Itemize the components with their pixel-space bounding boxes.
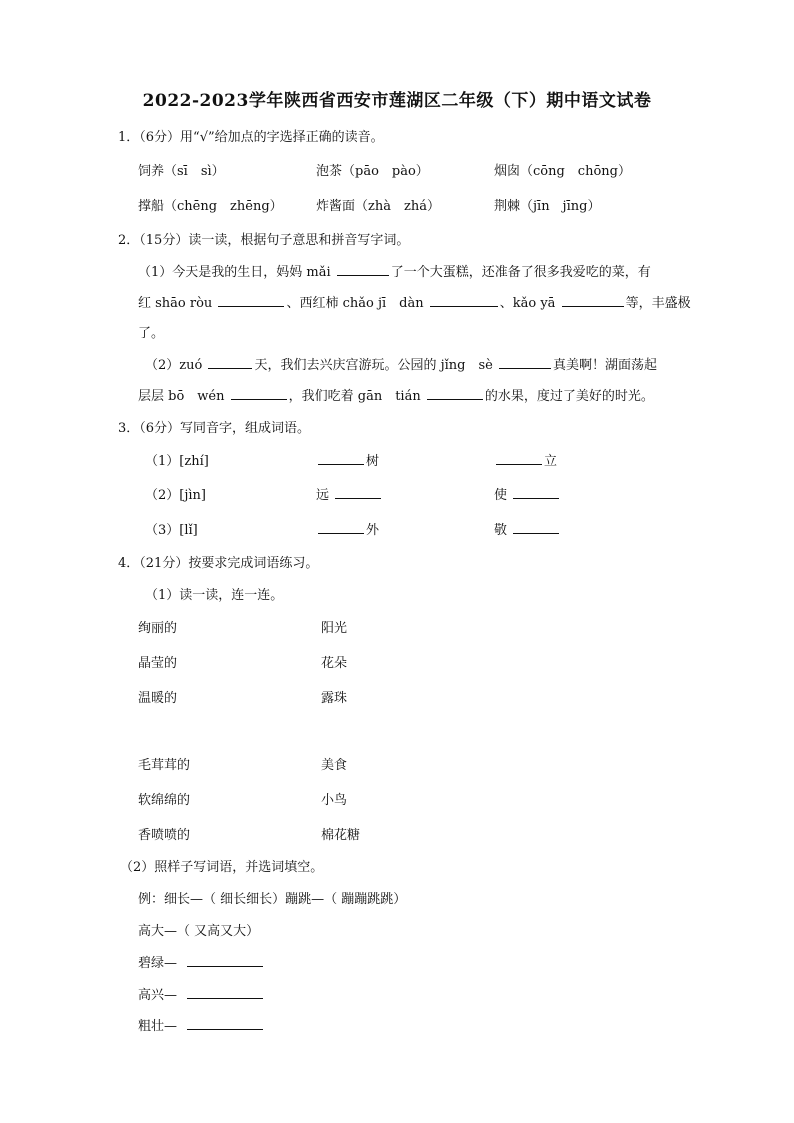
q2-stem: 2．（15分）读一读，根据句子意思和拼音写字词。 xyxy=(118,233,410,248)
q3-word-b xyxy=(494,484,561,503)
q4-given-word: 高大—（ 又高又大） xyxy=(138,924,260,939)
answer-blank[interactable] xyxy=(337,263,389,276)
q2-text: 、西红柿 chǎo jī dàn xyxy=(286,296,424,311)
q4-fill-row xyxy=(138,1015,265,1034)
answer-blank[interactable] xyxy=(496,452,542,465)
q3-word-a xyxy=(316,519,379,538)
q2-text: 的水果，度过了美好的时光。 xyxy=(484,389,654,404)
q2-p1-line2 xyxy=(138,292,691,311)
q1-item: 荆棘（jīn jīng） xyxy=(494,199,601,214)
q2-text: 红 shāo ròu xyxy=(138,296,213,311)
match-left-word: 软绵绵的 xyxy=(138,793,191,808)
answer-blank[interactable] xyxy=(513,486,559,499)
q4-part2: （2）照样子写词语，并选词填空。 xyxy=(120,860,324,875)
q2-text: 等，丰盛极 xyxy=(625,296,691,311)
answer-blank[interactable] xyxy=(318,452,364,465)
match-right-word: 露珠 xyxy=(321,691,348,706)
q1-item: 撑船（chēng zhēng） xyxy=(138,199,283,214)
q4-stem: 4．（21分）按要求完成词语练习。 xyxy=(118,556,319,571)
q1-item: 烟囱（cōng chōng） xyxy=(494,164,631,179)
match-left-word: 温暖的 xyxy=(138,691,178,706)
q4-fill-word: 碧绿— xyxy=(138,956,178,971)
match-right-word: 小鸟 xyxy=(321,793,348,808)
q3-char: 树 xyxy=(366,454,380,469)
answer-blank[interactable] xyxy=(318,521,364,534)
q1-item: 炸酱面（zhà zhá） xyxy=(316,199,440,214)
q1-item: 饲养（sī sì） xyxy=(138,164,225,179)
page-title: 2022-2023学年陕西省西安市莲湖区二年级（下）期中语文试卷 xyxy=(142,91,652,111)
q3-label: （1）[zhí] xyxy=(145,454,209,469)
q3-word-b xyxy=(494,450,557,469)
q1-stem: 1．（6分）用“√”给加点的字选择正确的读音。 xyxy=(118,130,384,145)
answer-blank[interactable] xyxy=(513,521,559,534)
match-right-word: 阳光 xyxy=(321,621,348,636)
match-left-word: 绚丽的 xyxy=(138,621,178,636)
answer-blank[interactable] xyxy=(187,986,263,999)
match-right-word: 美食 xyxy=(321,758,348,773)
match-right-word: 花朵 xyxy=(321,656,348,671)
q2-text: 真美啊！湖面荡起 xyxy=(553,358,658,373)
answer-blank[interactable] xyxy=(430,294,498,307)
q2-text: （2）zuó xyxy=(145,358,203,373)
q4-fill-row xyxy=(138,952,265,971)
q3-label: （2）[jìn] xyxy=(145,488,206,503)
answer-blank[interactable] xyxy=(208,356,252,369)
q2-text: 层层 bō wén xyxy=(138,389,225,404)
q4-fill-word: 高兴— xyxy=(138,988,178,1003)
q2-p2-line2 xyxy=(138,385,654,404)
answer-blank[interactable] xyxy=(187,954,263,967)
q3-word-a xyxy=(316,450,379,469)
match-left-word: 香喷喷的 xyxy=(138,828,191,843)
q3-char: 使 xyxy=(494,488,508,503)
q4-example: 例：细长—（ 细长细长）蹦跳—（ 蹦蹦跳跳） xyxy=(138,892,407,907)
answer-blank[interactable] xyxy=(231,387,287,400)
q2-text: （1）今天是我的生日，妈妈 mǎi xyxy=(138,265,331,280)
q3-char: 立 xyxy=(544,454,558,469)
q3-stem: 3．（6分）写同音字，组成词语。 xyxy=(118,421,311,436)
q3-char: 敬 xyxy=(494,523,508,538)
answer-blank[interactable] xyxy=(562,294,624,307)
match-left-word: 晶莹的 xyxy=(138,656,178,671)
q3-label: （3）[lǐ] xyxy=(145,523,198,538)
answer-blank[interactable] xyxy=(335,486,381,499)
answer-blank[interactable] xyxy=(427,387,483,400)
q3-word-b xyxy=(494,519,561,538)
q2-text: 天，我们去兴庆宫游玩。公园的 jǐng sè xyxy=(254,358,493,373)
q3-word-a xyxy=(316,484,383,503)
answer-blank[interactable] xyxy=(218,294,284,307)
match-left-word: 毛茸茸的 xyxy=(138,758,191,773)
q2-text: 、kǎo yā xyxy=(499,296,556,311)
q3-char: 外 xyxy=(366,523,380,538)
answer-blank[interactable] xyxy=(187,1017,263,1030)
q4-fill-row xyxy=(138,984,265,1003)
q2-p1-line3: 了。 xyxy=(138,326,165,341)
answer-blank[interactable] xyxy=(499,356,551,369)
q2-text: 了一个大蛋糕，还准备了很多我爱吃的菜，有 xyxy=(390,265,651,280)
match-right-word: 棉花糖 xyxy=(321,828,361,843)
q2-p2-line1 xyxy=(145,354,657,373)
q2-p1-line1 xyxy=(138,261,651,280)
q4-part1: （1）读一读，连一连。 xyxy=(145,588,284,603)
q4-fill-word: 粗壮— xyxy=(138,1019,178,1034)
q1-item: 泡茶（pāo pào） xyxy=(316,164,429,179)
q3-char: 远 xyxy=(316,488,330,503)
q2-text: ，我们吃着 gān tián xyxy=(288,389,421,404)
